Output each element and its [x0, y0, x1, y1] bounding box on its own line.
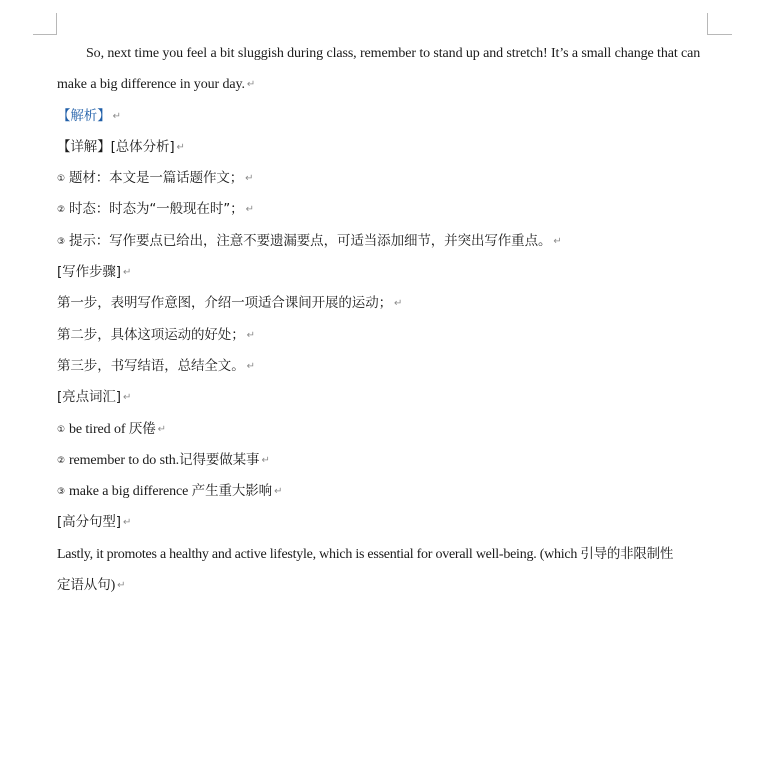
paragraph-mark-icon: ↵ [246, 360, 255, 372]
paragraph-mark-icon: ↵ [176, 141, 185, 153]
step-text: 第三步，书写结语，总结全文。 [57, 357, 245, 374]
vocab-chinese: 记得要做某事 [179, 451, 260, 468]
paragraph-mark-icon: ↵ [246, 79, 256, 91]
paragraph-mark-icon: ↵ [246, 329, 255, 341]
sentence-example-line[interactable] [57, 570, 712, 601]
sentence-english: Lastly, it promotes a healthy and active lifestyle, which is essential for overall well-being. (which [57, 546, 581, 562]
item-number: ③ [57, 236, 65, 247]
analysis-item[interactable] [57, 226, 712, 257]
paragraph-line[interactable] [57, 69, 712, 100]
sentence-chinese: 引导的非限制性 [580, 545, 674, 562]
paragraph-mark-icon: ↵ [122, 392, 132, 404]
vocab-item[interactable] [57, 445, 712, 476]
paragraph-mark-icon: ↵ [112, 110, 121, 122]
document-body[interactable] [57, 38, 712, 601]
detail-heading-text: 【详解】[总体分析] [57, 138, 175, 155]
paragraph-mark-icon: ↵ [394, 298, 403, 310]
sentence-example-line[interactable] [57, 539, 712, 570]
vocab-chinese: 厌倦 [128, 420, 156, 437]
steps-heading-text: [写作步骤] [57, 264, 121, 281]
item-number: ① [57, 174, 65, 185]
step-item[interactable] [57, 288, 712, 319]
vocab-english: remember to do sth. [68, 452, 180, 468]
step-text: 第二步，具体这项运动的好处； [57, 326, 245, 343]
paragraph-line[interactable] [57, 38, 712, 69]
paragraph-mark-icon: ↵ [117, 580, 126, 592]
top-right-crop-mark [707, 13, 732, 35]
step-text: 第一步，表明写作意图，介绍一项适合课间开展的运动； [57, 295, 392, 312]
analysis-heading[interactable] [57, 101, 712, 132]
paragraph-mark-icon: ↵ [122, 517, 132, 529]
step-item[interactable] [57, 320, 712, 351]
analysis-heading-text: 【解析】 [57, 107, 111, 124]
sentence-chinese: 定语从句 [57, 577, 111, 594]
item-number: ③ [57, 487, 65, 498]
vocab-english: be tired of [68, 421, 129, 437]
paragraph-mark-icon: ↵ [274, 486, 283, 498]
analysis-item-text: 时态：时态为“一般现在时”； [68, 201, 244, 218]
item-number: ① [57, 424, 65, 435]
essay-text: make a big difference in your day. [57, 77, 245, 93]
vocab-item[interactable] [57, 476, 712, 507]
step-item[interactable] [57, 351, 712, 382]
analysis-item-text: 题材：本文是一篇话题作文； [68, 170, 244, 187]
sentence-heading[interactable] [57, 507, 712, 538]
analysis-item[interactable] [57, 194, 712, 225]
paragraph-mark-icon: ↵ [157, 423, 166, 435]
sentence-heading-text: [高分句型] [57, 514, 121, 531]
steps-heading[interactable] [57, 257, 712, 288]
vocab-heading-text: [亮点词汇] [57, 389, 121, 406]
vocab-chinese: 产生重大影响 [191, 483, 273, 500]
essay-text: So, next time you feel a bit sluggish during class, remember to stand up and stretch! It’s a small change that can [86, 46, 701, 61]
paragraph-mark-icon: ↵ [553, 235, 562, 247]
top-left-crop-mark [33, 13, 57, 35]
paragraph-mark-icon: ↵ [261, 454, 270, 466]
item-number: ② [57, 455, 65, 466]
analysis-item-text: 提示：写作要点已给出，注意不要遗漏要点，可适当添加细节，并突出写作重点。 [68, 232, 552, 249]
paragraph-mark-icon: ↵ [122, 267, 132, 279]
detail-heading[interactable] [57, 132, 712, 163]
sentence-english: ) [110, 578, 116, 594]
vocab-heading[interactable] [57, 382, 712, 413]
vocab-item[interactable] [57, 414, 712, 445]
paragraph-mark-icon: ↵ [245, 173, 254, 185]
vocab-english: make a big difference [68, 484, 192, 500]
paragraph-mark-icon: ↵ [245, 204, 254, 216]
analysis-item[interactable] [57, 163, 712, 194]
item-number: ② [57, 205, 65, 216]
